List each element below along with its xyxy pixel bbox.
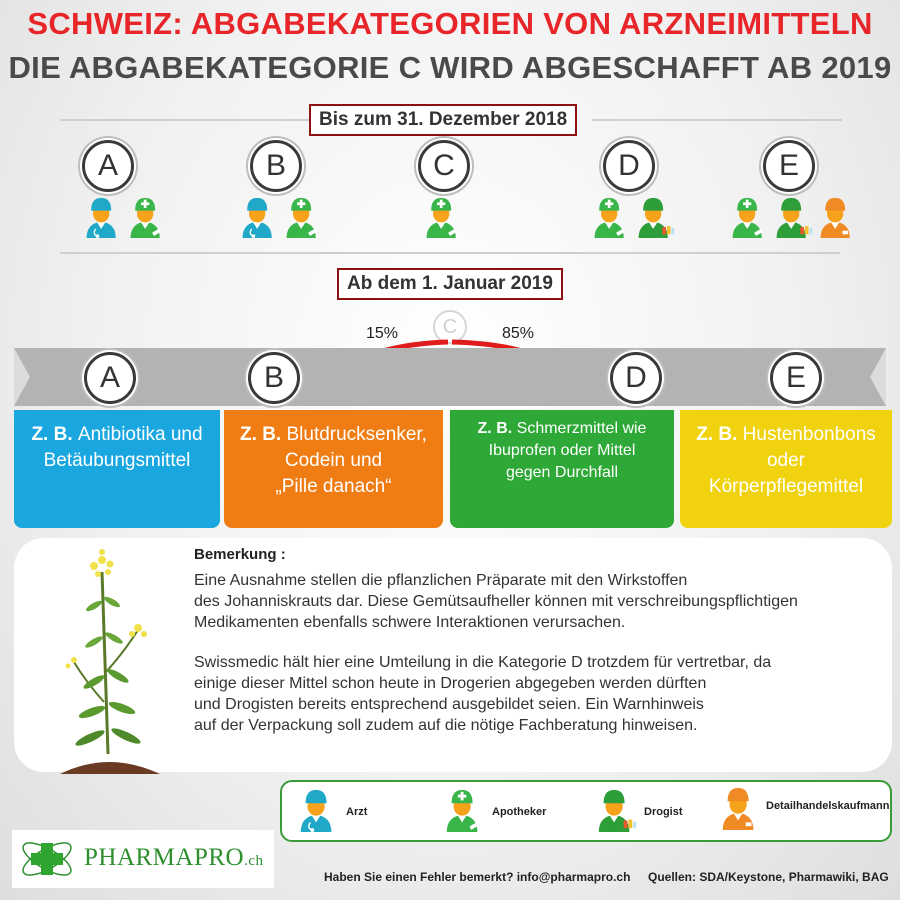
- divider-right: [592, 119, 842, 121]
- card-line: Z. B. Hustenbonbons: [696, 424, 876, 445]
- period-before-label: Bis zum 31. Dezember 2018: [309, 104, 577, 136]
- band-notch-right: [870, 348, 886, 406]
- legend-icon-apotheker: [442, 788, 486, 832]
- band-notch-left: [14, 348, 30, 406]
- card-line: Ibuprofen oder Mittel: [488, 442, 636, 459]
- pharmapro-logo[interactable]: [12, 830, 274, 888]
- apotheker-icon: [422, 196, 464, 238]
- arzt-icon: [238, 196, 280, 238]
- category-card-e: [680, 410, 892, 528]
- card-line: Codein und: [284, 450, 383, 471]
- category-circle-before-d: D: [603, 140, 655, 192]
- note-line: einige dieser Mittel schon heute in Drogerien abgegeben werden dürften: [194, 675, 707, 692]
- category-circle-before-e: E: [763, 140, 815, 192]
- note-heading: Bemerkung :: [194, 546, 286, 563]
- category-card-b: [224, 410, 443, 528]
- legend-label-apotheker: Apotheker: [492, 806, 547, 818]
- category-circle-after-b: B: [248, 352, 300, 404]
- card-prefix: Z. B.: [31, 424, 78, 445]
- apotheker-icon: [126, 196, 168, 238]
- drogist-icon: [634, 196, 676, 238]
- category-card-d: [450, 410, 674, 528]
- category-circle-after-a: A: [84, 352, 136, 404]
- note-line: Eine Ausnahme stellen die pflanzlichen Präparate mit den Wirkstoffen: [194, 572, 688, 589]
- legend-icon-arzt: [296, 788, 340, 832]
- logo-domain: .ch: [244, 853, 264, 869]
- card-line: Z. B. Antibiotika und: [31, 424, 203, 445]
- persons-row-b: [238, 196, 324, 238]
- category-circle-after-e: E: [770, 352, 822, 404]
- card-line: oder: [766, 450, 806, 471]
- card-line: Betäubungsmittel: [43, 450, 191, 471]
- legend-label-drogist: Drogist: [644, 806, 683, 818]
- note-paragraph-2: [194, 652, 884, 736]
- legend-label-arzt: Arzt: [346, 806, 368, 818]
- period-after-label: Ab dem 1. Januar 2019: [337, 268, 563, 300]
- category-card-a: [14, 410, 220, 528]
- pharmacy-cross-icon: [18, 834, 76, 884]
- logo-wordmark: [84, 844, 264, 872]
- note-paragraph-1: [194, 570, 884, 633]
- persons-row-d: [590, 196, 676, 238]
- main-subtitle: DIE ABGABEKATEGORIE C WIRD ABGESCHAFFT AB 2019: [8, 50, 892, 85]
- main-title: SCHWEIZ: ABGABEKATEGORIEN VON ARZNEIMITTELN: [27, 6, 873, 41]
- card-prefix: Z. B.: [696, 424, 743, 445]
- persons-row-e: [728, 196, 858, 238]
- arzt-icon: [82, 196, 124, 238]
- category-band: [14, 348, 886, 406]
- category-circle-before-c: C: [418, 140, 470, 192]
- persons-row-a: [82, 196, 168, 238]
- note-line: auf der Verpackung soll zudem auf die nötige Fachberatung hinweisen.: [194, 717, 698, 734]
- st-johns-wort-plant-icon: [54, 542, 164, 772]
- detailhandelskaufmann-icon: [816, 196, 858, 238]
- note-line: und Drogisten bereits entsprechend ausgebildet seien. Ein Warnhinweis: [194, 696, 704, 713]
- legend-icon-drogist: [594, 788, 638, 832]
- logo-name: PHARMAPRO: [84, 844, 245, 871]
- category-circle-after-d: D: [610, 352, 662, 404]
- legend-box: [280, 780, 892, 842]
- card-line: Körperpflegemittel: [708, 476, 864, 497]
- note-line: Swissmedic hält hier eine Umteilung in die Kategorie D trotzdem für vertretbar, da: [194, 654, 772, 671]
- removed-category-c: C: [433, 310, 467, 344]
- apotheker-icon: [728, 196, 770, 238]
- divider-left: [60, 119, 310, 121]
- note-panel: [14, 538, 892, 772]
- legend-icon-detailhandelskaufmann: [718, 786, 762, 830]
- category-circle-before-a: A: [82, 140, 134, 192]
- footer-sources: Quellen: SDA/Keystone, Pharmawiki, BAG: [648, 870, 889, 884]
- section-divider: [60, 252, 840, 254]
- footer-error-text: Haben Sie einen Fehler bemerkt? info@pharmapro.ch: [324, 870, 631, 884]
- split-right-percent: 85%: [502, 325, 535, 342]
- legend-label-detailhandelskaufmann: Detailhandelskaufmann: [766, 800, 890, 812]
- card-line: gegen Durchfall: [505, 464, 619, 481]
- split-left-percent: 15%: [366, 325, 399, 342]
- persons-row-c: [422, 196, 464, 238]
- category-circle-before-b: B: [250, 140, 302, 192]
- note-line: des Johanniskrauts dar. Diese Gemütsaufheller können mit verschreibungspflichtigen: [194, 593, 798, 610]
- card-line: „Pille danach“: [275, 476, 392, 497]
- card-line: Z. B. Schmerzmittel wie: [477, 420, 647, 437]
- apotheker-icon: [282, 196, 324, 238]
- card-line: Z. B. Blutdrucksenker,: [240, 424, 427, 445]
- card-prefix: Z. B.: [240, 424, 287, 445]
- card-prefix: Z. B.: [477, 420, 517, 437]
- apotheker-icon: [590, 196, 632, 238]
- note-line: Medikamenten ebenfalls schwere Interaktionen verursachen.: [194, 614, 626, 631]
- drogist-icon: [772, 196, 814, 238]
